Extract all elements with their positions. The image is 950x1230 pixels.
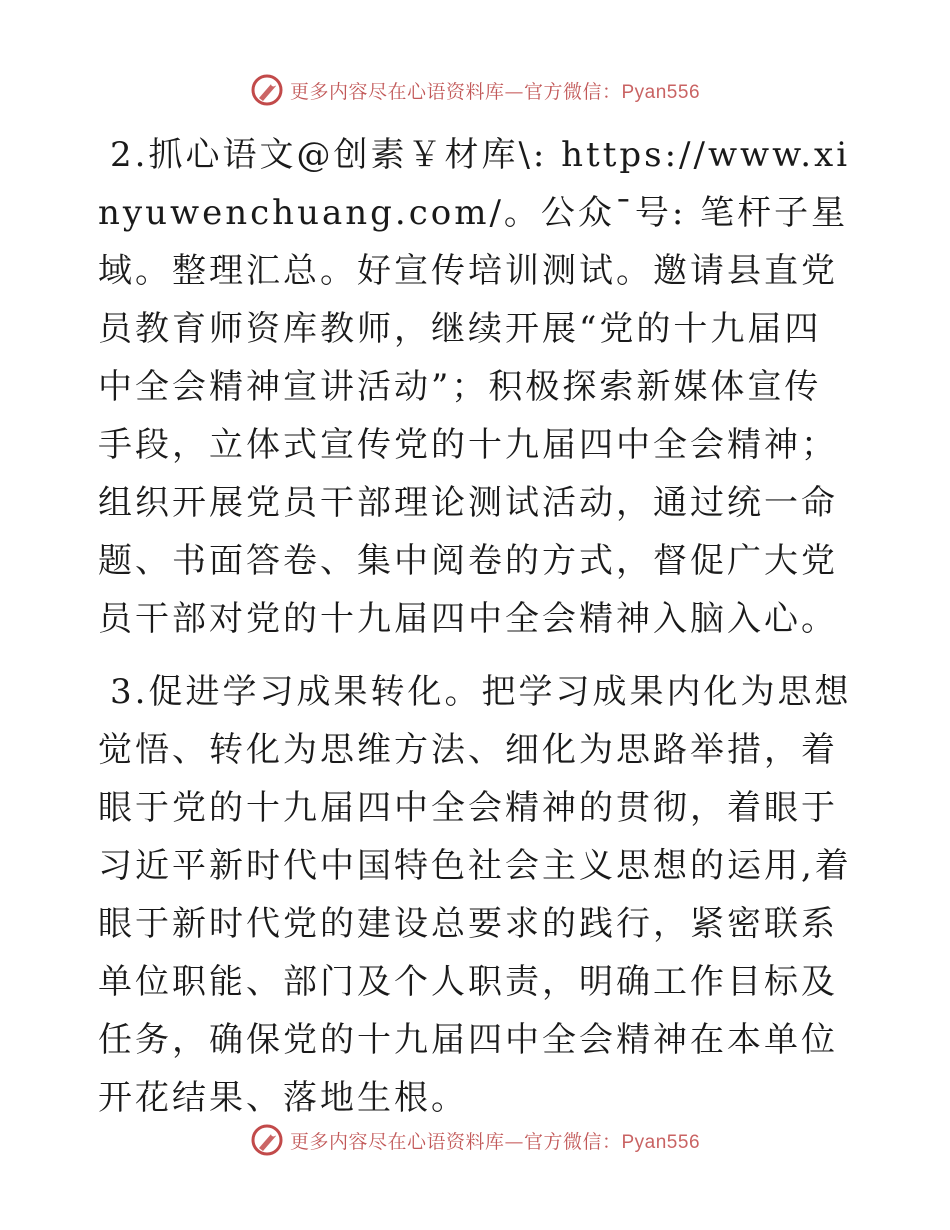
pen-logo-icon [250,73,284,107]
header-banner [0,70,950,110]
paragraph-3: 3.促进学习成果转化。把学习成果内化为思想觉悟、转化为思维方法、细化为思路举措，着眼于党的十九届四中全会精神的贯彻，着眼于习近平新时代中国特色社会主义思想的运用,着眼于新时代党的建设总要求的践行，紧密联系单位职能、部门及个人职责，明确工作目标及任务，确保党的十九届四中全会精神在本单位开花结果、落地生根。 [98,672,852,1118]
document-body [98,126,858,1127]
footer-banner-text: 更多内容尽在心语资料库—官方微信：Pyan556 [289,1130,701,1153]
paragraph-2: 2.抓心语文@创素￥材库\: https://www.xinyuwenchuang.com/。公众¯号: 笔杆子星域。整理汇总。好宣传培训测试。邀请县直党员教育师资库教师，继续开展“党的十九届四中全会精神宣讲活动”；积极探索新媒体宣传手段，立体式宣传党的十九届四中全会精神；组织开展党员干部理论测试活动，通过统一命题、书面答卷、集中阅卷的方式，督促广大党员干部对党的十九届四中全会精神入脑入心。 [98,135,851,639]
pen-logo-icon [250,1123,284,1157]
header-banner-text: 更多内容尽在心语资料库—官方微信：Pyan556 [289,80,701,103]
footer-banner [0,1120,950,1160]
